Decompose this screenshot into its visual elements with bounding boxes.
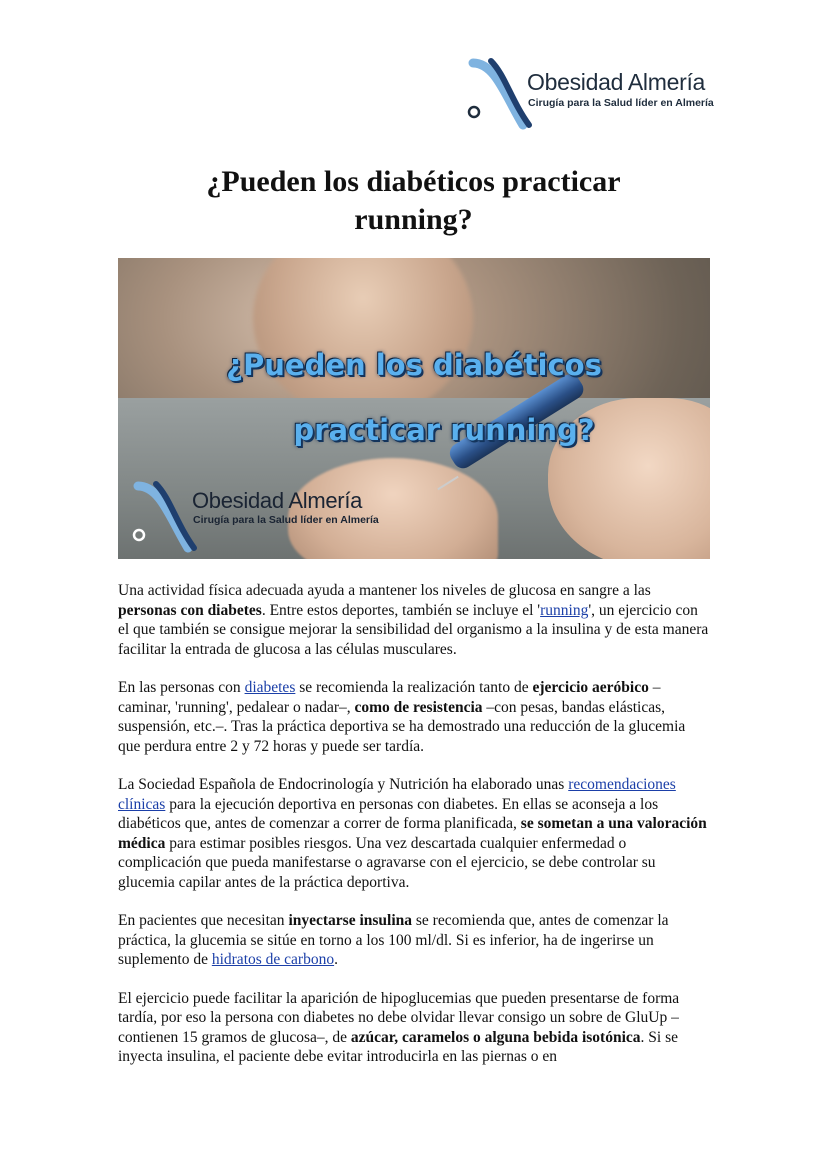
- link-recomendaciones[interactable]: recomendaciones clínicas: [118, 776, 676, 813]
- p3-text: para la ejecución deportiva en personas con diabetes. En ellas se aconseja a los diabéticos que, antes de comenzar a correr de forma planificada,: [118, 795, 659, 832]
- p1-bold: personas con diabetes: [118, 601, 262, 619]
- p5-text: El ejercicio puede facilitar la aparición de hipoglucemias que pueden presentarse de forma tardía, por eso la persona con diabetes no debe olvidar llevar consigo un sobre de GluUp –contienen 15 gramos de glucosa–, de: [118, 989, 680, 1046]
- p1-text: . Entre estos deportes, también se incluye el ': [261, 601, 541, 619]
- hero-overlay-line2: practicar running?: [293, 413, 595, 447]
- hero-logo-name: Obesidad Almería: [192, 488, 363, 513]
- hero-face-shape: [253, 258, 473, 418]
- link-diabetes[interactable]: diabetes: [244, 679, 296, 696]
- p2-bold: como de resistencia: [354, 698, 483, 716]
- p3-bold: se sometan a una valoración médica: [118, 815, 707, 852]
- p1-text: Una actividad física adecuada ayuda a mantener los niveles de glucosa en sangre a las: [118, 582, 651, 599]
- hero-image: [118, 258, 710, 559]
- site-logo[interactable]: [465, 55, 715, 135]
- article-title: ¿Pueden los diabéticos practicar running?: [206, 165, 621, 236]
- p2-bold: ejercicio aeróbico: [532, 679, 649, 696]
- p5-text: . Si se inyecta insulina, el paciente debe evitar introducirla en las piernas o en: [118, 1028, 678, 1065]
- logo-mark-icon: [465, 55, 535, 130]
- p4-text: .: [334, 951, 338, 968]
- paragraph-1: [118, 581, 710, 659]
- paragraph-2: [118, 678, 710, 756]
- p4-text: se recomienda que, antes de comenzar la práctica, la glucemia se sitúe en torno a los 100 ml/dl. Si es inferior, ha de ingerirse un suplemento de: [118, 912, 669, 968]
- p5-bold: azúcar, caramelos o alguna bebida isotónica: [350, 1028, 641, 1046]
- p1-text: ', un ejercicio con el que también se consigue mejorar la sensibilidad del organismo a la insulina y de esta manera facilitar la entrada de glucosa a las células musculares.: [118, 601, 709, 658]
- link-hidratos[interactable]: hidratos de carbono: [211, 951, 335, 968]
- hero-logo-tagline: Cirugía para la Salud líder en Almería: [193, 514, 379, 526]
- paragraph-4: [118, 911, 710, 970]
- logo-name: Obesidad Almería: [527, 69, 706, 95]
- p2-text: se recomienda la realización tanto de: [295, 679, 533, 696]
- p3-text: para estimar posibles riesgos. Una vez descartada cualquier enfermedad o complicación que pueda manifestarse o agravarse con el ejercicio, se debe controlar su glucemia capilar antes de la práctica deportiva.: [118, 834, 656, 891]
- article-body: [118, 581, 710, 1086]
- p3-text: La Sociedad Española de Endocrinología y Nutrición ha elaborado unas: [118, 776, 569, 793]
- paragraph-5: [118, 989, 710, 1067]
- p4-text: En pacientes que necesitan: [118, 912, 289, 929]
- hero-overlay-line1: ¿Pueden los diabéticos: [226, 348, 602, 382]
- hero-logo: [130, 478, 390, 553]
- p2-text: En las personas con: [118, 679, 245, 696]
- logo-tagline: Cirugía para la Salud líder en Almería: [528, 97, 714, 109]
- hero-logo-mark-icon: [130, 478, 200, 553]
- paragraph-3: [118, 775, 710, 892]
- p2-text: –con pesas, bandas elásticas, suspensión, etc.–. Tras la práctica deportiva se ha demostrado una reducción de la glucemia que perdura entre 2 y 72 horas y puede ser tardía.: [118, 698, 686, 755]
- p2-text: –caminar, 'running', pedalear o nadar–,: [118, 679, 661, 716]
- link-running[interactable]: running: [540, 601, 589, 619]
- p4-bold: inyectarse insulina: [288, 912, 413, 929]
